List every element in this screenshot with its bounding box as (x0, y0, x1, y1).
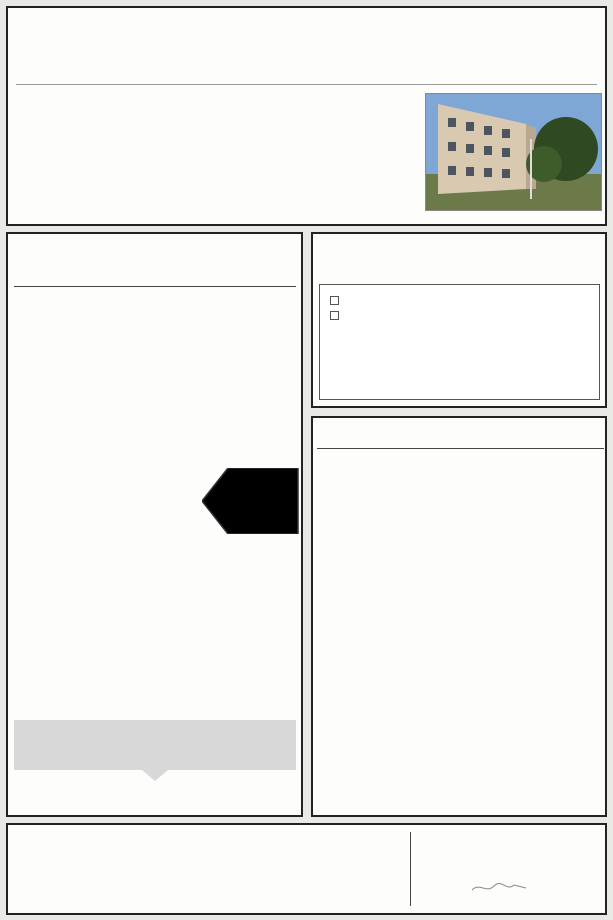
classification-divider (14, 286, 296, 287)
legend-gas (330, 296, 343, 305)
signature (470, 880, 530, 896)
header-divider (16, 84, 597, 85)
energy-pie-chart (497, 293, 597, 393)
legend-electricity (330, 311, 343, 320)
footer-panel (6, 823, 607, 915)
legend-gas-swatch (330, 296, 339, 305)
indicators-panel (311, 416, 607, 817)
current-class-arrow (202, 468, 302, 534)
footer-divider (410, 832, 411, 906)
requirement-header (14, 720, 296, 770)
requirement-pointer (14, 770, 296, 782)
legend-electricity-swatch (330, 311, 339, 320)
building-photo (425, 93, 602, 211)
requirement-box (14, 720, 296, 808)
building-info (22, 98, 422, 218)
indicators-divider (317, 448, 604, 449)
